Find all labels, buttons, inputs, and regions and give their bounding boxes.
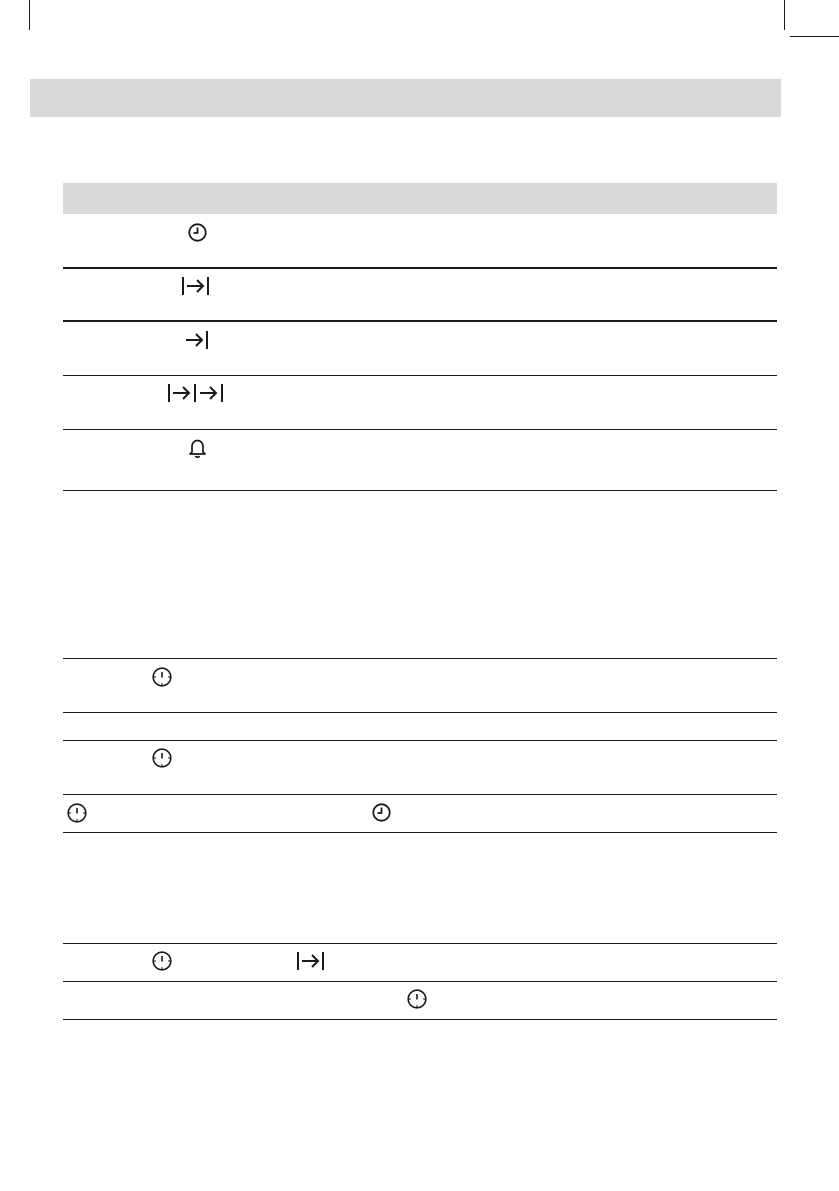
- time-delay-icon: [167, 382, 225, 404]
- procedure-row-divider: [63, 740, 777, 741]
- clock-dial-icon: [406, 988, 428, 1010]
- crop-mark-top-right-vertical: [784, 0, 785, 30]
- clock-dial-icon: [151, 950, 173, 972]
- section-header-band: [30, 79, 781, 117]
- duration-icon: [296, 950, 326, 972]
- clock-icon: [371, 802, 392, 823]
- procedure-row-divider: [63, 943, 777, 944]
- function-table-header: [63, 183, 777, 214]
- table-row-divider: [63, 375, 777, 376]
- procedure-row-divider: [63, 794, 777, 795]
- procedure-row-divider: [63, 832, 777, 833]
- procedure-row-divider: [63, 981, 777, 982]
- clock-dial-icon: [151, 747, 173, 769]
- clock-dial-icon: [151, 666, 173, 688]
- crop-mark-left-vertical: [29, 0, 30, 30]
- clock-icon: [187, 222, 208, 243]
- table-row-divider: [63, 429, 777, 430]
- procedure-row-divider: [63, 712, 777, 713]
- table-row-divider: [63, 320, 777, 322]
- table-bottom-rule: [63, 490, 777, 491]
- end-time-icon: [185, 329, 211, 351]
- minute-minder-bell-icon: [187, 437, 208, 459]
- crop-mark-top-right-horizontal: [790, 36, 839, 37]
- table-row-divider: [63, 267, 777, 269]
- duration-icon: [181, 275, 211, 297]
- procedure-bottom-rule: [63, 1019, 777, 1020]
- clock-dial-icon: [66, 802, 88, 824]
- procedure-row-divider: [63, 658, 777, 659]
